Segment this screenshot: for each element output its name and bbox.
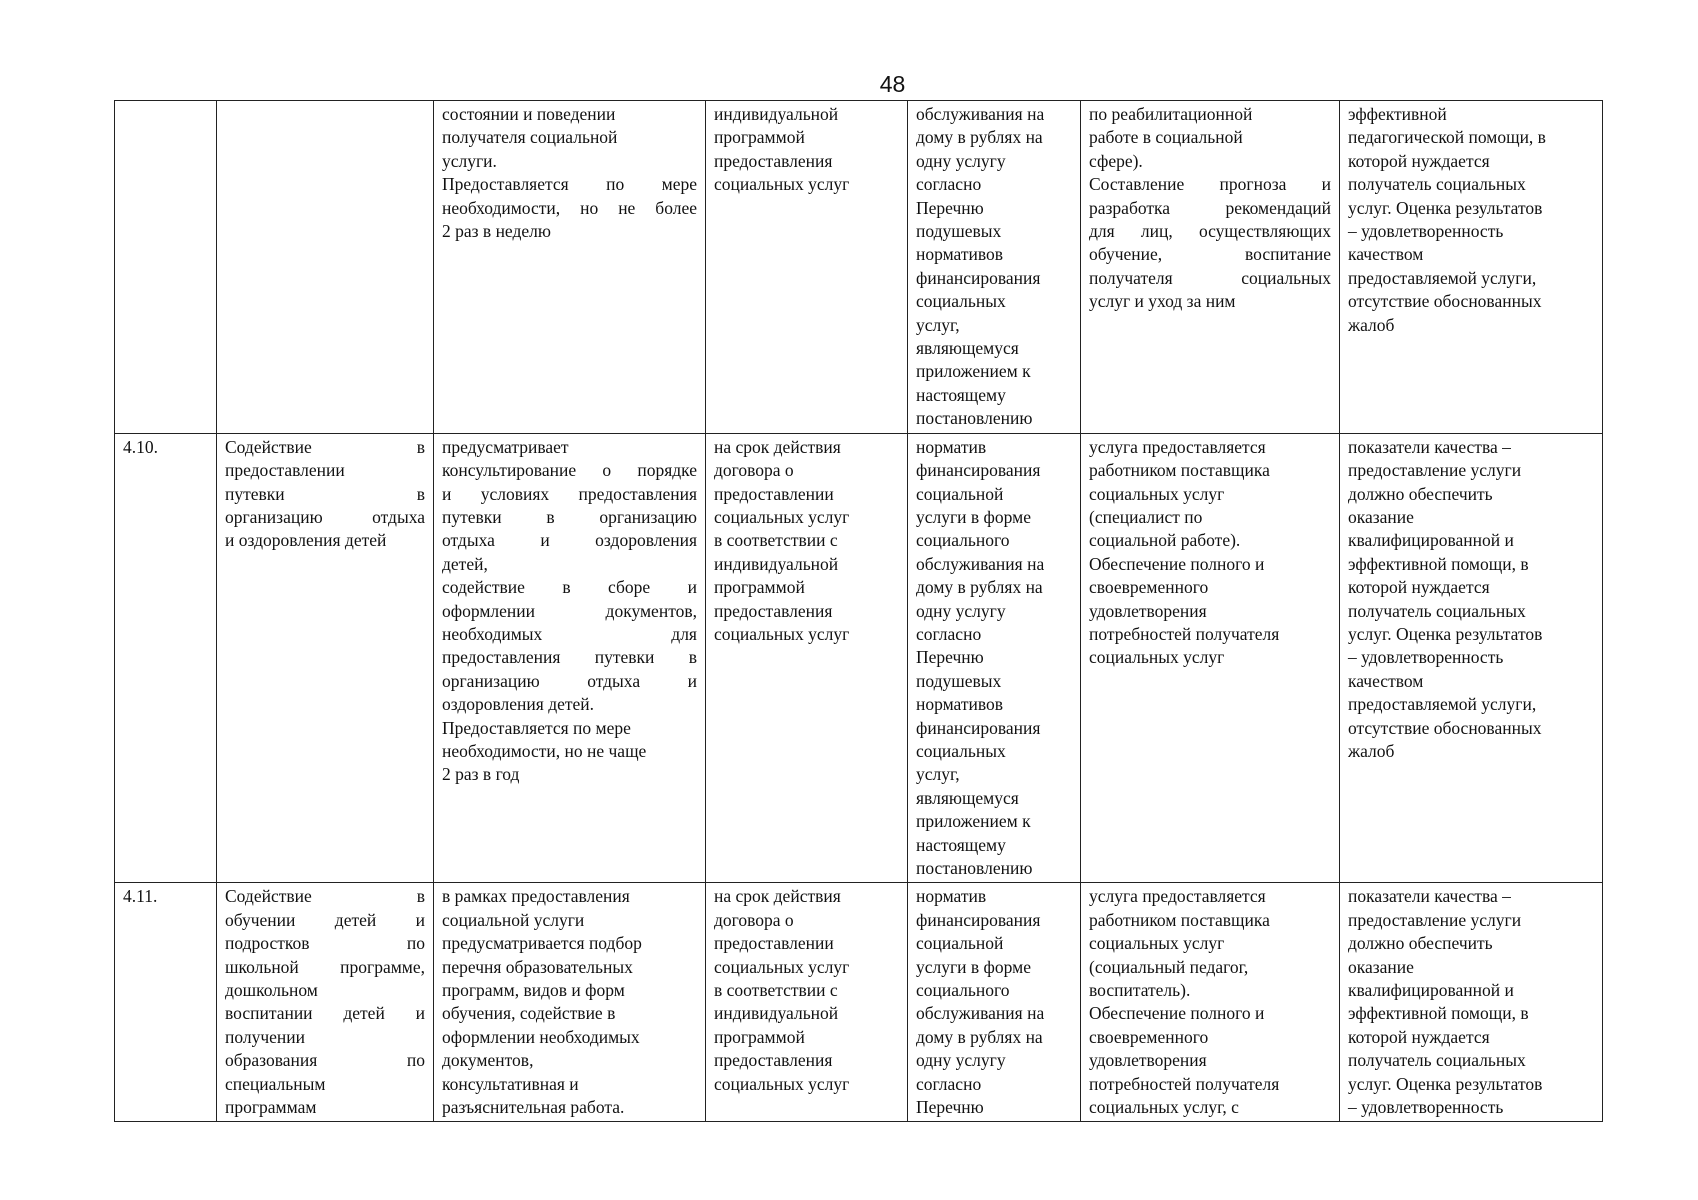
cell-number bbox=[115, 101, 217, 434]
cell-text-line: дому в рублях на bbox=[916, 577, 1043, 598]
cell-text-line: программой bbox=[714, 1026, 805, 1047]
cell-text-line: услуг. Оценка результатов bbox=[1348, 197, 1543, 218]
cell-text-line: разработка рекомендаций bbox=[1089, 197, 1331, 218]
cell-text-line: дошкольном bbox=[225, 980, 318, 1001]
cell-text-line: нормативов bbox=[916, 694, 1004, 715]
cell-text-line: приложением к bbox=[916, 361, 1031, 382]
cell-text-line: – удовлетворенность bbox=[1348, 647, 1504, 668]
cell-text-line: финансирования bbox=[916, 717, 1041, 738]
cell-text-line: финансирования bbox=[916, 460, 1041, 481]
cell-text-line: предусматривается подбор bbox=[442, 933, 642, 954]
cell-text-line: получателя социальных bbox=[1089, 267, 1331, 288]
cell-text-line: на срок действия bbox=[714, 886, 841, 907]
cell-text-line: социальной bbox=[916, 483, 1004, 504]
cell-text-line: Предоставляется по мере bbox=[442, 174, 697, 195]
cell-conditions bbox=[1081, 883, 1340, 1122]
cell-number: 4.11. bbox=[115, 883, 217, 1122]
cell-text-line: подушевых bbox=[916, 221, 1002, 242]
cell-text-line: жалоб bbox=[1348, 740, 1395, 761]
cell-text-line: финансирования bbox=[916, 267, 1041, 288]
cell-text-line: социальных bbox=[916, 291, 1006, 312]
cell-text-line: социальных услуг bbox=[714, 174, 850, 195]
cell-text-line: оформлении необходимых bbox=[442, 1026, 640, 1047]
cell-text-line: консультативная и bbox=[442, 1073, 579, 1094]
cell-text-line: которой нуждается bbox=[1348, 1026, 1490, 1047]
cell-text-line: отсутствие обоснованных bbox=[1348, 291, 1542, 312]
cell-text-line: Содействие в bbox=[225, 436, 425, 457]
cell-text-line: воспитатель). bbox=[1089, 980, 1191, 1001]
cell-text-line: работником поставщика bbox=[1089, 909, 1270, 930]
cell-conditions bbox=[1081, 433, 1340, 883]
cell-term bbox=[706, 101, 908, 434]
cell-text-line: специальным bbox=[225, 1073, 326, 1094]
cell-text-line: обучении детей и bbox=[225, 909, 425, 930]
cell-text-line: настоящему bbox=[916, 834, 1006, 855]
cell-text-line: социального bbox=[916, 980, 1010, 1001]
cell-text-line: путевки в организацию bbox=[442, 506, 697, 527]
cell-text-line: и условиях предоставления bbox=[442, 483, 697, 504]
cell-description bbox=[434, 883, 706, 1122]
cell-text-line: приложением к bbox=[916, 811, 1031, 832]
cell-text-line: 2 раз в год bbox=[442, 764, 520, 785]
cell-text-line: социальных услуг bbox=[714, 623, 850, 644]
cell-text-line: социальных услуг, с bbox=[1089, 1097, 1239, 1118]
cell-text-line: предоставлении bbox=[714, 483, 834, 504]
cell-service-name bbox=[217, 101, 434, 434]
cell-text-line: услуг. Оценка результатов bbox=[1348, 1073, 1543, 1094]
cell-text-line: документов, bbox=[442, 1050, 534, 1071]
cell-text-line: для лиц, осуществляющих bbox=[1089, 221, 1331, 242]
cell-text-line: консультирование о порядке bbox=[442, 460, 697, 481]
cell-text-line: по реабилитационной bbox=[1089, 104, 1253, 124]
cell-text-line: организацию отдыха и bbox=[442, 670, 697, 691]
cell-text-line: обучения, содействие в bbox=[442, 1003, 616, 1024]
cell-text-line: услуги. bbox=[442, 150, 497, 171]
cell-text-line: предусматривает bbox=[442, 436, 569, 457]
cell-price bbox=[908, 101, 1081, 434]
cell-text-line: потребностей получателя bbox=[1089, 623, 1280, 644]
cell-text-line: квалифицированной и bbox=[1348, 530, 1514, 551]
table-row bbox=[115, 101, 1603, 434]
cell-text-line: программ, видов и форм bbox=[442, 980, 625, 1001]
cell-text-line: Обеспечение полного и bbox=[1089, 553, 1265, 574]
cell-text-line: предоставлении bbox=[225, 460, 345, 481]
cell-text-line: отсутствие обоснованных bbox=[1348, 717, 1542, 738]
cell-text-line: согласно bbox=[916, 623, 982, 644]
cell-price bbox=[908, 883, 1081, 1122]
cell-text-line: эффективной помощи, в bbox=[1348, 553, 1529, 574]
cell-text-line: сфере). bbox=[1089, 150, 1143, 171]
cell-text-line: постановлению bbox=[916, 858, 1033, 878]
cell-text-line: предоставление услуги bbox=[1348, 460, 1522, 481]
cell-text-line: Перечню bbox=[916, 197, 984, 218]
cell-text-line: предоставления bbox=[714, 1050, 833, 1071]
cell-text-line: предоставлении bbox=[714, 933, 834, 954]
cell-text-line: своевременного bbox=[1089, 577, 1209, 598]
cell-text-line: социального bbox=[916, 530, 1010, 551]
cell-text-line: получателя социальной bbox=[442, 127, 618, 148]
cell-text-line: (социальный педагог, bbox=[1089, 956, 1249, 977]
cell-text-line: которой нуждается bbox=[1348, 577, 1490, 598]
cell-text-line: оказание bbox=[1348, 956, 1414, 977]
cell-text-line: в рамках предоставления bbox=[442, 886, 630, 907]
cell-text-line: услуг. Оценка результатов bbox=[1348, 623, 1543, 644]
cell-text-line: постановлению bbox=[916, 408, 1033, 429]
cell-text-line: получатель социальных bbox=[1348, 174, 1526, 195]
cell-text-line: 2 раз в неделю bbox=[442, 221, 551, 242]
cell-text-line: дому в рублях на bbox=[916, 1026, 1043, 1047]
cell-text-line: услуги в форме bbox=[916, 506, 1031, 527]
cell-text-line: Обеспечение полного и bbox=[1089, 1003, 1265, 1024]
cell-text-line: одну услугу bbox=[916, 600, 1006, 621]
cell-text-line: обслуживания на bbox=[916, 553, 1045, 574]
cell-text-line: одну услугу bbox=[916, 150, 1006, 171]
cell-text-line: социальных услуг bbox=[1089, 933, 1225, 954]
cell-text-line: предоставляемой услуги, bbox=[1348, 694, 1537, 715]
cell-text-line: обслуживания на bbox=[916, 104, 1045, 124]
table-body bbox=[115, 101, 1603, 1122]
cell-text-line: потребностей получателя bbox=[1089, 1073, 1280, 1094]
cell-text-line: социальных услуг bbox=[714, 1073, 850, 1094]
cell-text-line: подушевых bbox=[916, 670, 1002, 691]
cell-number: 4.10. bbox=[115, 433, 217, 883]
table-row bbox=[115, 883, 1603, 1122]
cell-text-line: в соответствии с bbox=[714, 980, 838, 1001]
cell-text-line: школьной программе, bbox=[225, 956, 425, 977]
cell-text-line: дому в рублях на bbox=[916, 127, 1043, 148]
cell-text-line: работником поставщика bbox=[1089, 460, 1270, 481]
cell-text-line: договора о bbox=[714, 460, 794, 481]
cell-text-line: воспитании детей и bbox=[225, 1003, 425, 1024]
cell-text-line: социальных услуг bbox=[1089, 647, 1225, 668]
cell-text-line: индивидуальной bbox=[714, 104, 839, 124]
cell-text-line: являющемуся bbox=[916, 338, 1019, 359]
cell-text-line: программам bbox=[225, 1097, 317, 1118]
cell-text-line: своевременного bbox=[1089, 1026, 1209, 1047]
cell-text-line: разъяснительная работа. bbox=[442, 1097, 625, 1118]
cell-text-line: – удовлетворенность bbox=[1348, 1097, 1504, 1118]
cell-text-line: педагогической помощи, в bbox=[1348, 127, 1546, 148]
cell-text-line: удовлетворения bbox=[1089, 600, 1207, 621]
cell-service-name bbox=[217, 883, 434, 1122]
cell-text-line: путевки в bbox=[225, 483, 425, 504]
cell-text-line: отдыха и оздоровления bbox=[442, 530, 697, 551]
page-number: 48 bbox=[879, 71, 906, 97]
cell-conditions bbox=[1081, 101, 1340, 434]
cell-text-line: нормативов bbox=[916, 244, 1004, 265]
cell-text-line: программой bbox=[714, 127, 805, 148]
cell-text-line: удовлетворения bbox=[1089, 1050, 1207, 1071]
cell-text-line: показатели качества – bbox=[1348, 436, 1511, 457]
cell-text-line: одну услугу bbox=[916, 1050, 1006, 1071]
cell-text-line: квалифицированной и bbox=[1348, 980, 1514, 1001]
cell-quality bbox=[1340, 883, 1603, 1122]
cell-text-line: социальных услуг bbox=[1089, 483, 1225, 504]
cell-text-line: социальной услуги bbox=[442, 909, 585, 930]
cell-service-name bbox=[217, 433, 434, 883]
services-table bbox=[114, 100, 1603, 1122]
cell-text-line: (специалист по bbox=[1089, 506, 1203, 527]
cell-text-line: социальных услуг bbox=[714, 956, 850, 977]
cell-text-line: предоставления путевки в bbox=[442, 647, 697, 668]
cell-text-line: получатель социальных bbox=[1348, 1050, 1526, 1071]
cell-price bbox=[908, 433, 1081, 883]
cell-text-line: которой нуждается bbox=[1348, 150, 1490, 171]
cell-text-line: услуг и уход за ним bbox=[1089, 291, 1236, 312]
cell-text-line: социальных bbox=[916, 740, 1006, 761]
cell-text-line: образования по bbox=[225, 1050, 425, 1071]
cell-text-line: состоянии и поведении bbox=[442, 104, 616, 124]
cell-text-line: предоставление услуги bbox=[1348, 909, 1522, 930]
cell-text-line: оформлении документов, bbox=[442, 600, 697, 621]
cell-text-line: необходимых для bbox=[442, 623, 697, 644]
cell-text-line: необходимости, но не более bbox=[442, 197, 697, 218]
cell-text-line: норматив bbox=[916, 436, 987, 457]
cell-text-line: услуга предоставляется bbox=[1089, 886, 1266, 907]
cell-text-line: услуг, bbox=[916, 314, 960, 335]
cell-quality bbox=[1340, 433, 1603, 883]
cell-text-line: качеством bbox=[1348, 670, 1424, 691]
cell-text-line: на срок действия bbox=[714, 436, 841, 457]
cell-text-line: получатель социальных bbox=[1348, 600, 1526, 621]
cell-text-line: и оздоровления детей bbox=[225, 530, 387, 551]
cell-text-line: предоставления bbox=[714, 600, 833, 621]
cell-text-line: – удовлетворенность bbox=[1348, 221, 1504, 242]
cell-text-line: подростков по bbox=[225, 933, 425, 954]
cell-text-line: оказание bbox=[1348, 506, 1414, 527]
cell-text-line: услуга предоставляется bbox=[1089, 436, 1266, 457]
cell-text-line: работе в социальной bbox=[1089, 127, 1243, 148]
cell-description bbox=[434, 101, 706, 434]
cell-text-line: должно обеспечить bbox=[1348, 933, 1493, 954]
cell-text-line: эффективной помощи, в bbox=[1348, 1003, 1529, 1024]
cell-text-line: финансирования bbox=[916, 909, 1041, 930]
cell-text-line: оздоровления детей. bbox=[442, 694, 595, 715]
cell-text-line: обучение, воспитание bbox=[1089, 244, 1331, 265]
cell-text-line: обслуживания на bbox=[916, 1003, 1045, 1024]
cell-text-line: настоящему bbox=[916, 384, 1006, 405]
cell-text-line: должно обеспечить bbox=[1348, 483, 1493, 504]
cell-text-line: согласно bbox=[916, 1073, 982, 1094]
cell-text-line: перечня образовательных bbox=[442, 956, 633, 977]
cell-text-line: Предоставляется по мере bbox=[442, 717, 631, 738]
cell-text-line: социальных услуг bbox=[714, 506, 850, 527]
cell-text-line: необходимости, но не чаще bbox=[442, 740, 647, 761]
cell-text-line: услуги в форме bbox=[916, 956, 1031, 977]
cell-text-line: индивидуальной bbox=[714, 553, 839, 574]
cell-term bbox=[706, 883, 908, 1122]
cell-text-line: индивидуальной bbox=[714, 1003, 839, 1024]
cell-text-line: эффективной bbox=[1348, 104, 1447, 124]
cell-text-line: показатели качества – bbox=[1348, 886, 1511, 907]
cell-text-line: жалоб bbox=[1348, 314, 1395, 335]
cell-text-line: договора о bbox=[714, 909, 794, 930]
cell-term bbox=[706, 433, 908, 883]
cell-text-line: получении bbox=[225, 1026, 306, 1047]
cell-text-line: в соответствии с bbox=[714, 530, 838, 551]
cell-text-line: норматив bbox=[916, 886, 987, 907]
cell-text-line: услуг, bbox=[916, 764, 960, 785]
cell-text-line: предоставления bbox=[714, 150, 833, 171]
cell-text-line: предоставляемой услуги, bbox=[1348, 267, 1537, 288]
cell-text-line: детей, bbox=[442, 553, 488, 574]
cell-description bbox=[434, 433, 706, 883]
cell-text-line: Перечню bbox=[916, 647, 984, 668]
cell-text-line: содействие в сборе и bbox=[442, 577, 697, 598]
cell-text-line: являющемуся bbox=[916, 787, 1019, 808]
cell-text-line: организацию отдыха bbox=[225, 506, 425, 527]
cell-quality bbox=[1340, 101, 1603, 434]
cell-text-line: Содействие в bbox=[225, 886, 425, 907]
table-row bbox=[115, 433, 1603, 883]
cell-text-line: качеством bbox=[1348, 244, 1424, 265]
cell-text-line: социальной bbox=[916, 933, 1004, 954]
cell-text-line: программой bbox=[714, 577, 805, 598]
cell-text-line: Составление прогноза и bbox=[1089, 174, 1331, 195]
cell-text-line: Перечню bbox=[916, 1097, 984, 1118]
cell-text-line: согласно bbox=[916, 174, 982, 195]
cell-text-line: социальной работе). bbox=[1089, 530, 1241, 551]
